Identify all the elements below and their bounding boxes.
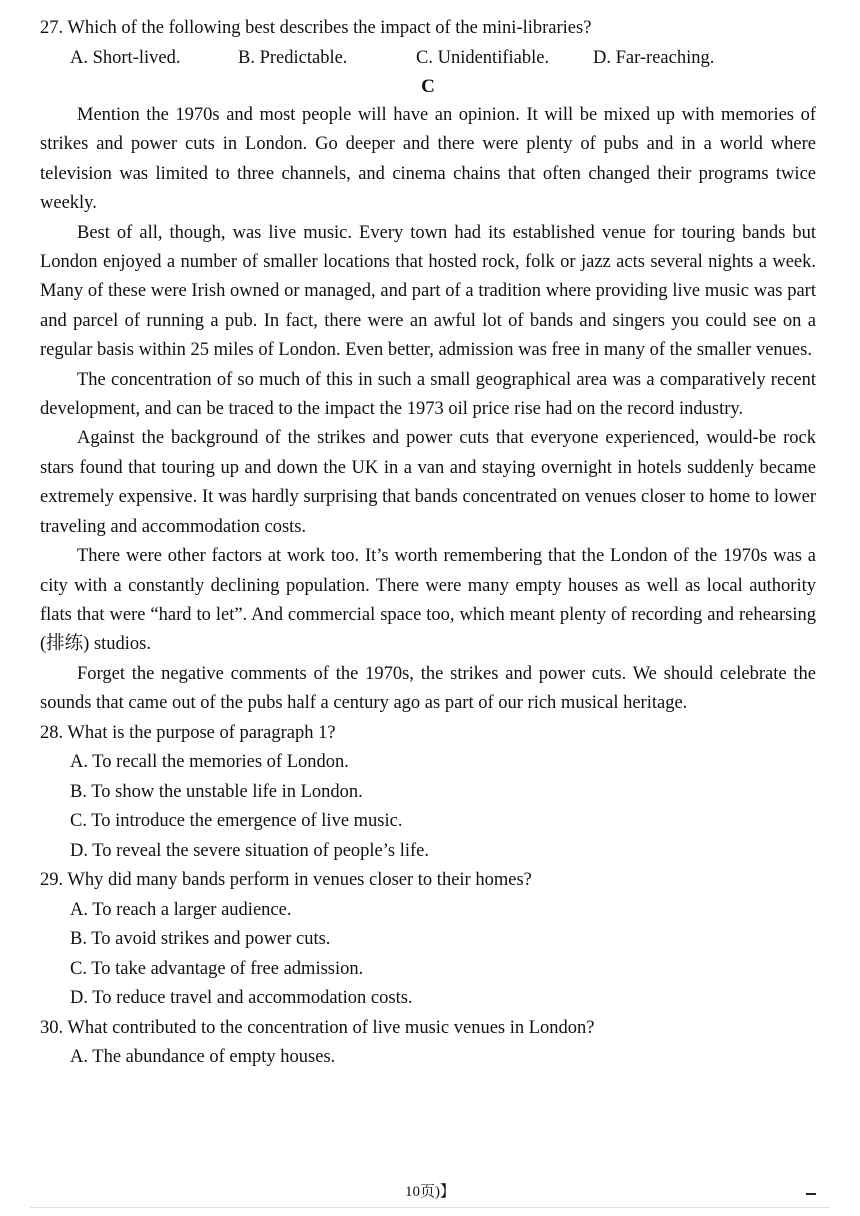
question-27-option-b: B. Predictable.	[238, 47, 348, 68]
question-29-option-d: D. To reduce travel and accommodation costs.	[70, 988, 413, 1009]
section-heading: C	[421, 76, 435, 97]
question-30	[40, 1014, 816, 1073]
question-27-option-a: A. Short-lived.	[70, 47, 181, 68]
question-29-option-c: C. To take advantage of free admission.	[70, 958, 364, 979]
passage-paragraph-6: Forget the negative comments of the 1970s, the strikes and power cuts. We should celebrate the sounds that came out of the pubs half a century ago as part of our rich musical heritage.	[40, 663, 816, 714]
passage-paragraph-2: Best of all, though, was live music. Every town had its established venue for touring bands but London enjoyed a number of smaller locations that hosted rock, folk or jazz acts several nights a week. Many of these were Irish owned or managed, and part of a tradition where providing live music was part and parcel of running a pub. In fact, there were an awful lot of bands and singers you could see on a regular basis within 25 miles of London. Even better, admission was free in many of the smaller venues.	[40, 222, 816, 361]
question-28	[40, 719, 816, 867]
passage	[40, 101, 816, 719]
question-28-stem: 28. What is the purpose of paragraph 1?	[40, 722, 336, 743]
passage-paragraph-5: There were other factors at work too. It’s worth remembering that the London of the 1970s was a city with a constantly declining population. There were many empty houses as well as local authority flats that were “hard to let”. And commercial space too, which meant plenty of recording and rehearsing (排练) studios.	[40, 546, 816, 655]
question-27-option-d: D. Far-reaching.	[593, 47, 715, 68]
question-28-option-b: B. To show the unstable life in London.	[70, 781, 363, 802]
corner-dash-mark	[806, 1193, 816, 1195]
question-29-option-a: A. To reach a larger audience.	[70, 899, 292, 920]
question-29-option-b: B. To avoid strikes and power cuts.	[70, 929, 331, 950]
question-27-options	[40, 44, 816, 74]
question-27	[40, 14, 816, 73]
passage-paragraph-4: Against the background of the strikes and power cuts that everyone experienced, would-be rock stars found that touring up and down the UK in a van and staying overnight in hotels suddenly became extremely expensive. It was hardly surprising that bands concentrated on venues closer to home to lower traveling and accommodation costs.	[40, 428, 816, 537]
question-29-stem: 29. Why did many bands perform in venues closer to their homes?	[40, 870, 532, 891]
passage-paragraph-1: Mention the 1970s and most people will have an opinion. It will be mixed up with memories of strikes and power cuts in London. Go deeper and there were plenty of pubs and in a world where television was limited to three channels, and cinema chains that often changed their programs twice weekly.	[40, 105, 816, 214]
exam-page	[40, 14, 816, 1073]
passage-paragraph-3: The concentration of so much of this in such a small geographical area was a comparatively recent development, and can be traced to the impact the 1973 oil price rise had on the record industry.	[40, 369, 816, 420]
question-27-stem: 27. Which of the following best describes the impact of the mini-libraries?	[40, 18, 592, 38]
question-30-option-a: A. The abundance of empty houses.	[70, 1047, 336, 1068]
question-28-option-d: D. To reveal the severe situation of people’s life.	[70, 840, 429, 861]
question-28-option-c: C. To introduce the emergence of live music.	[70, 811, 403, 832]
question-30-stem: 30. What contributed to the concentration of live music venues in London?	[40, 1017, 595, 1038]
question-29	[40, 866, 816, 1014]
bottom-divider	[30, 1207, 830, 1208]
question-27-option-c: C. Unidentifiable.	[416, 47, 550, 68]
page-footer: 10页)】	[405, 1184, 455, 1200]
question-28-option-a: A. To recall the memories of London.	[70, 752, 349, 773]
